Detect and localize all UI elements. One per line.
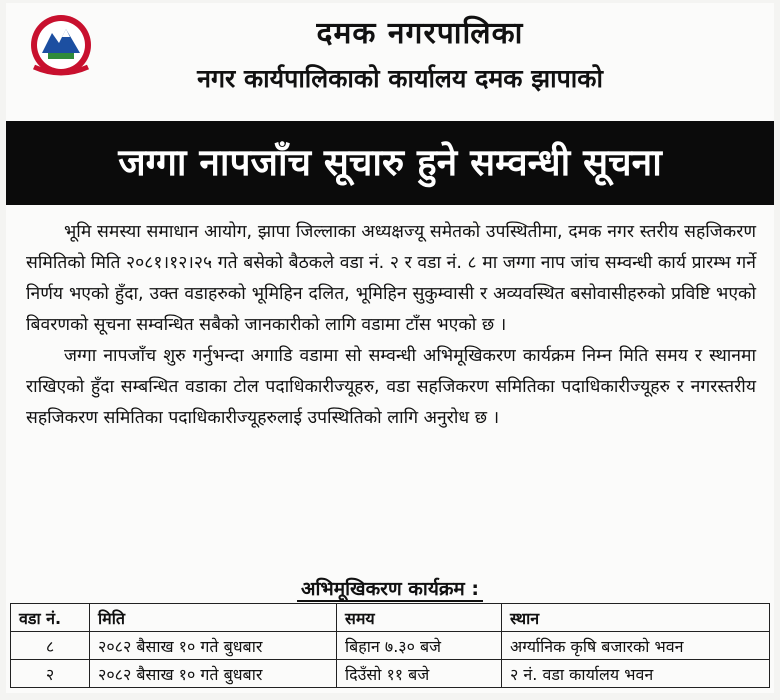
ward-cell: २	[11, 660, 90, 688]
table-row	[11, 660, 770, 688]
column-header-time: समय	[337, 604, 502, 632]
column-header-venue: स्थान	[502, 604, 770, 632]
column-header-date: मिति	[90, 604, 337, 632]
table-header-row	[11, 604, 770, 632]
venue-cell: अर्ग्यानिक कृषि बजारको भवन	[502, 632, 770, 660]
office-subtitle: नगर कार्यपालिकाको कार्यालय दमक झापाको	[197, 64, 603, 93]
municipality-title: दमक नगरपालिका	[316, 16, 524, 51]
notice-paragraph-2: जग्गा नापजाँच शुरु गर्नुभन्दा अगाडि वडामा सो सम्वन्धी अभिमूखिकरण कार्यक्रम निम्न मिति समय र स्थानमा राखिएको हुँदा सम्बन्धित वडाका टोल पदाधिकारीज्यूहरु, वडा सहजिकरण समितिका पदाधिकारीज्यूहरु र नगरस्तरीय सहजिकरण समितिका पदाधिकारीज्यूहरुलाई उपस्थितिको लागि अनुरोध छ ।	[26, 346, 756, 428]
notice-paragraph-1: भूमि समस्या समाधान आयोग, झापा जिल्लाका अध्यक्षज्यू समेतको उपस्थितीमा, दमक नगर स्तरीय सहजिकरण समितिको मिति २०८१।१२।२५ गते बसेको बैठकले वडा नं. २ र वडा नं. ८ मा जग्गा नाप जांच सम्वन्धी कार्य प्रारम्भ गर्ने निर्णय भएको हुँदा, उक्त वडाहरुको भूमिहिन दलित, भूमिहिन सुकुम्वासी र अव्यवस्थित बसोवासीहरुको प्रविष्टि भएको बिवरणको सूचना सम्वन्धित सबैको जानकारीको लागि वडामा टाँस भएको छ ।	[26, 222, 756, 335]
program-heading-text: अभिमूखिकरण कार्यक्रम :	[297, 578, 483, 602]
time-cell: बिहान ७.३० बजे	[337, 632, 502, 660]
notice-header	[6, 3, 774, 113]
date-cell: २०८२ बैसाख १० गते बुधबार	[90, 632, 337, 660]
column-header-ward: वडा नं.	[11, 604, 90, 632]
ward-cell: ८	[11, 632, 90, 660]
notice-title-banner: जग्गा नापजाँच सूचारु हुने सम्वन्धी सूचना	[6, 121, 774, 205]
venue-cell: २ नं. वडा कार्यालय भवन	[502, 660, 770, 688]
time-cell: दिउँसो ११ बजे	[337, 660, 502, 688]
program-schedule-table	[10, 603, 770, 688]
program-heading	[6, 575, 774, 601]
notice-page	[6, 3, 774, 693]
table-row	[11, 632, 770, 660]
date-cell: २०८२ बैसाख १० गते बुधबार	[90, 660, 337, 688]
notice-body	[26, 217, 756, 434]
